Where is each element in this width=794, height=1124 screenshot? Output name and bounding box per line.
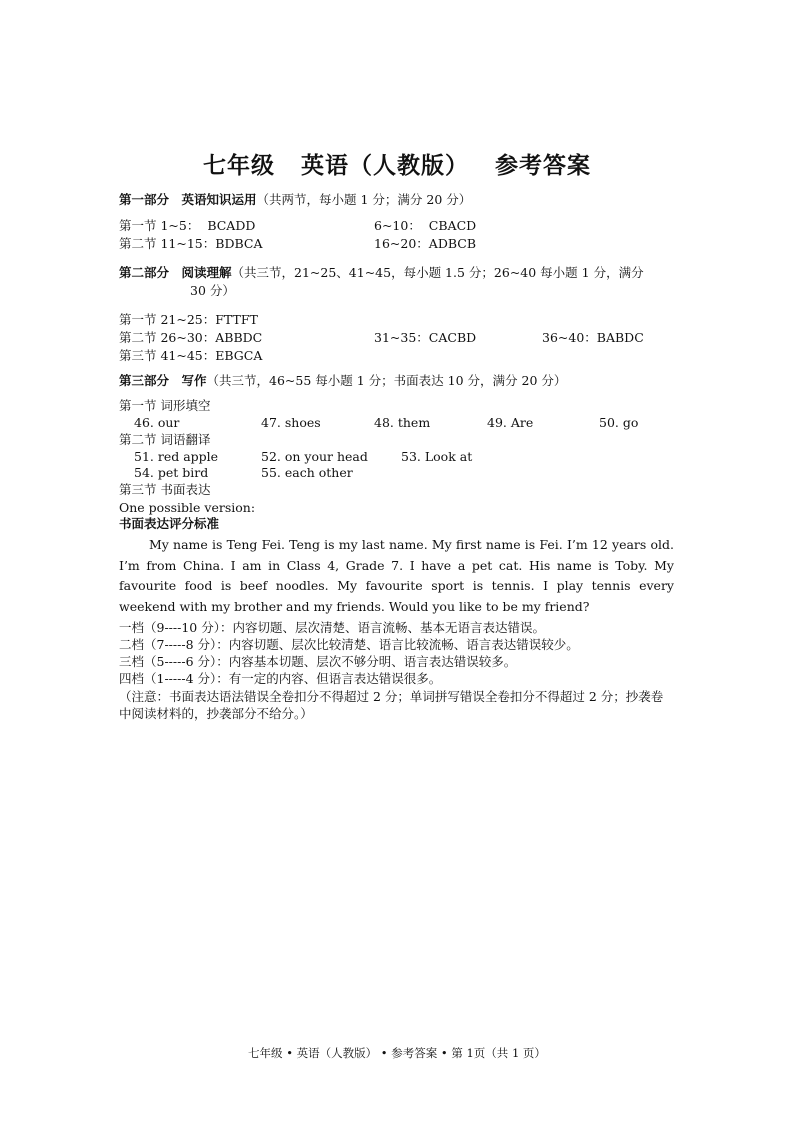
part1-heading-line: [119, 192, 471, 208]
part2-s2: 第二节 26~30：ABBDC: [119, 330, 263, 345]
part3-s1-title: 第一节 词形填空: [119, 398, 211, 413]
part2-s3: 第三节 41~45：EBGCA: [119, 348, 263, 363]
part1-s1b-answers: CBACD: [428, 218, 477, 233]
part2-s1: 第一节 21~25：FTTFT: [119, 312, 258, 327]
part3-s3-title: 第三节 书面表达: [119, 482, 211, 497]
answer-53: 53. Look at: [401, 449, 473, 464]
answer-55: 55. each other: [261, 465, 353, 480]
part1-s1b-label: 6~10：: [374, 218, 421, 233]
part1-s1: [119, 218, 255, 234]
part2-heading: 第二部分 阅读理解: [119, 265, 232, 280]
answer-50: 50. go: [599, 415, 639, 430]
part2-note-line2: 30 分）: [190, 283, 235, 298]
grade-level-4: 四档（1-----4 分）：有一定的内容、但语言表达错误很多。: [119, 671, 442, 686]
sample-essay: My name is Teng Fei. Teng is my last name. My first name is Fei. I’m 12 years old. I’m from China. I am in Class 4, Grade 7. I have a pet cat. His name is Toby. My favourite food is beef noodles. My favourite sport is tennis. I play tennis every weekend with my brother and my friends. Would you like to be my friend?: [119, 537, 674, 614]
part2-s2c: 36~40：BABDC: [542, 330, 644, 345]
part1-note: （共两节，每小题 1 分；满分 20 分）: [256, 192, 472, 207]
part1-s2b-label: 16~20：: [374, 236, 429, 251]
answer-46: 46. our: [134, 415, 180, 430]
page-title: [0, 147, 794, 180]
part1-s2: [119, 236, 262, 252]
answer-48: 48. them: [374, 415, 431, 430]
title-grade: 七年级: [203, 152, 275, 179]
part2-s2b: 31~35：CACBD: [374, 330, 477, 345]
part1-s1b: [374, 218, 476, 234]
part1-s2b-answers: ADBCB: [428, 236, 477, 251]
answer-51: 51. red apple: [134, 449, 219, 464]
part3-heading-line: [119, 373, 566, 389]
answer-47: 47. shoes: [261, 415, 321, 430]
grade-level-1: 一档（9----10 分）：内容切题、层次清楚、语言流畅、基本无语言表达错误。: [119, 620, 545, 635]
part1-s2-answers: BDBCA: [215, 236, 263, 251]
criteria-title: 书面表达评分标准: [119, 516, 220, 531]
answer-54: 54. pet bird: [134, 465, 209, 480]
answer-52: 52. on your head: [261, 449, 368, 464]
grade-level-2: 二档（7-----8 分）：内容切题、层次比较清楚、语言比较流畅、语言表达错误较少。: [119, 637, 579, 652]
part1-s1-answers: BCADD: [207, 218, 256, 233]
part2-heading-line: [119, 265, 644, 281]
part1-s1-label: 第一节 1~5：: [119, 218, 200, 233]
part3-note: （共三节，46~55 每小题 1 分；书面表达 10 分，满分 20 分）: [206, 373, 567, 388]
title-subject: 英语（人教版）: [301, 152, 469, 179]
part3-s2-title: 第二节 词语翻译: [119, 432, 211, 447]
part3-heading: 第三部分 写作: [119, 373, 207, 388]
part1-s2-label: 第二节 11~15：: [119, 236, 216, 251]
possible-version-label: One possible version:: [119, 500, 256, 515]
grading-remark: （注意：书面表达语法错误全卷扣分不得超过 2 分；单词拼写错误全卷扣分不得超过 2 分；抄袭卷中阅读材料的，抄袭部分不给分。）: [119, 689, 664, 721]
title-suffix: 参考答案: [495, 152, 591, 179]
part1-heading: 第一部分 英语知识运用: [119, 192, 257, 207]
part1-s2b: [374, 236, 476, 252]
answer-49: 49. Are: [487, 415, 534, 430]
page-footer: 七年级 • 英语（人教版） • 参考答案 • 第 1页（共 1 页）: [248, 1046, 546, 1060]
grade-level-3: 三档（5-----6 分）：内容基本切题、层次不够分明、语言表达错误较多。: [119, 654, 517, 669]
part2-note-line1: （共三节，21~25、41~45，每小题 1.5 分；26~40 每小题 1 分，满分: [231, 265, 644, 280]
